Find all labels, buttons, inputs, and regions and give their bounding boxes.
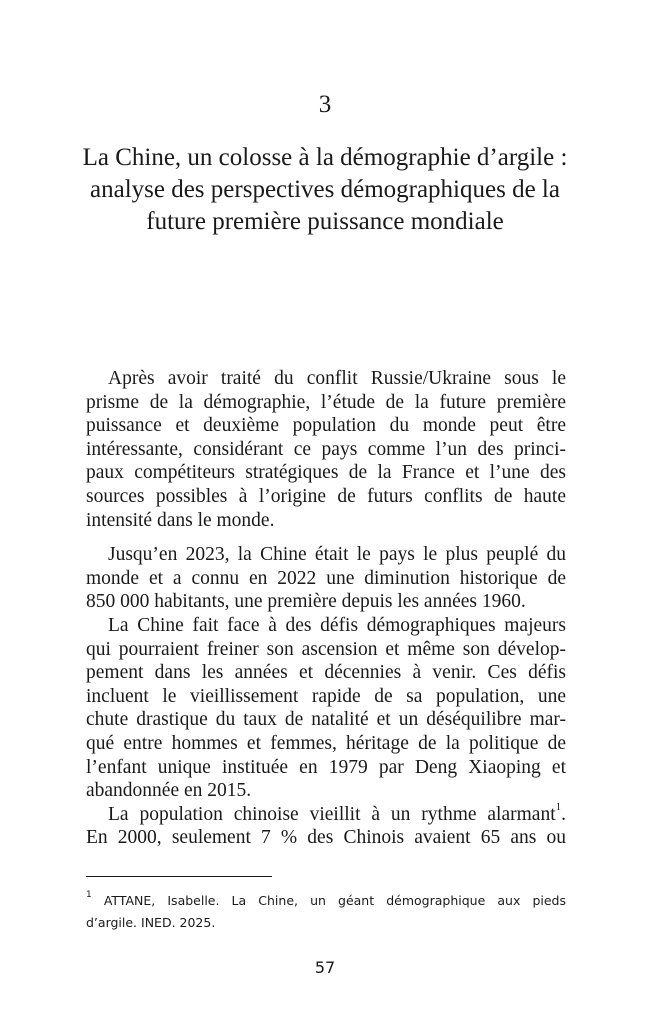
- text-segment: .: [561, 803, 566, 825]
- chapter-title-line: future première puissance mondiale: [146, 208, 504, 235]
- text-line: qui pourraient freiner son ascension et même son dévelop-: [86, 638, 566, 660]
- footnote-text: ATTANE, Isabelle. La Chine, un géant démographique aux pieds: [103, 893, 567, 908]
- text-segment: La population chinoise vieillit à un rythme alarmant: [108, 803, 556, 825]
- text-line: monde et a connu en 2022 une diminution historique de: [86, 567, 566, 589]
- paragraph: [86, 803, 566, 850]
- text-line: incluent le vieillissement rapide de sa population, une: [86, 685, 566, 707]
- chapter-title-line: analyse des perspectives démographiques de la: [90, 176, 560, 203]
- text-line: abandonnée en 2015.: [86, 780, 252, 802]
- text-line: 850 000 habitants, une première depuis les années 1960.: [86, 591, 526, 613]
- text-line: paux compétiteurs stratégiques de la France et l’une des: [86, 462, 566, 484]
- chapter-title: [60, 142, 590, 238]
- text-line: sources possibles à l’origine de futurs conflits de haute: [86, 485, 566, 507]
- footnote-line: [86, 890, 566, 912]
- chapter-title-line: La Chine, un colosse à la démographie d’argile :: [82, 144, 568, 171]
- paragraph: [86, 614, 566, 803]
- text-line: intensité dans le monde.: [86, 509, 275, 531]
- text-line: [86, 803, 566, 827]
- body-text: [86, 367, 566, 850]
- page-number: 57: [314, 958, 336, 977]
- footnote-reference[interactable]: 1: [555, 801, 562, 814]
- text-line: Après avoir traité du conflit Russie/Ukraine sous le: [108, 368, 566, 389]
- text-line: En 2000, seulement 7 % des Chinois avaient 65 ans ou: [86, 827, 566, 849]
- footnote-separator: [86, 876, 272, 877]
- text-line: pement dans les années et décennies à venir. Ces défis: [86, 662, 566, 684]
- paragraph: [86, 367, 566, 532]
- text-line: intéressante, considérant ce pays comme l’un des princi-: [86, 438, 566, 460]
- text-line: Jusqu’en 2023, la Chine était le pays le plus peuplé du: [108, 544, 566, 566]
- text-line: chute drastique du taux de natalité et un déséquilibre mar-: [86, 709, 566, 731]
- footnote-line: d’argile. INED. 2025.: [86, 915, 216, 930]
- footnote: [86, 890, 566, 934]
- text-line: qué entre hommes et femmes, héritage de la politique de: [86, 732, 566, 754]
- footnote-marker: 1: [86, 889, 92, 900]
- text-line: La Chine fait face à des défis démographiques majeurs: [108, 614, 566, 636]
- text-line: puissance et deuxième population du monde peut être: [86, 415, 566, 437]
- text-line: prisme de la démographie, l’étude de la future première: [86, 391, 566, 413]
- text-line: l’enfant unique instituée en 1979 par Deng Xiaoping et: [86, 756, 566, 778]
- chapter-number: 3: [318, 91, 332, 118]
- paragraph: [86, 543, 566, 614]
